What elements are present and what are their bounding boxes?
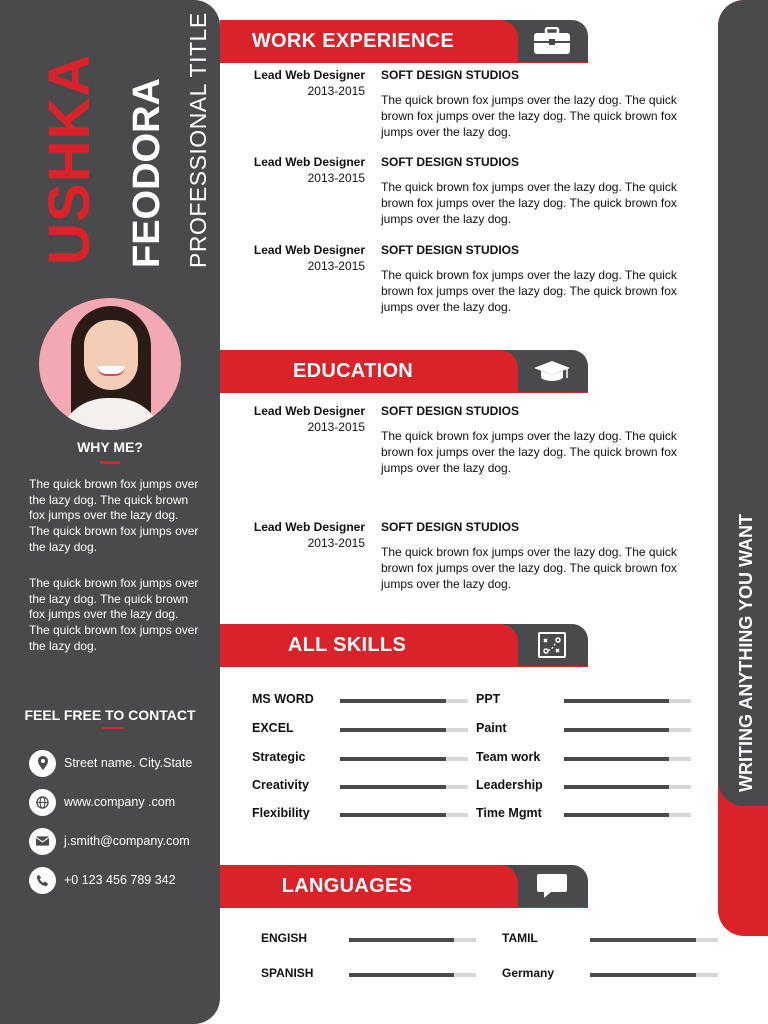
work-entry [220,243,700,323]
envelope-icon [29,828,56,855]
entry-years: 2013-2015 [307,259,365,273]
language-row [261,966,476,982]
education-underline [220,392,588,393]
education-entry [220,520,700,600]
skills-underline [220,666,588,667]
skill-bar [340,699,468,703]
why-me-heading: WHY ME? [77,439,143,455]
skill-bar-fill [564,785,669,789]
entry-company: SOFT DESIGN STUDIOS [381,404,520,418]
entry-years: 2013-2015 [307,420,365,434]
skill-name: Leadership [476,778,543,792]
skill-bar-fill [564,699,669,703]
language-name: SPANISH [261,966,314,980]
email-text[interactable]: j.smith@company.com [64,834,190,848]
entry-years: 2013-2015 [307,171,365,185]
skill-bar [564,728,691,732]
skill-bar-fill [564,728,669,732]
skill-name: Team work [476,750,541,764]
language-bar-fill [349,938,454,942]
language-row [502,966,718,982]
skill-row [252,750,468,766]
languages-underline [220,907,588,908]
skill-name: MS WORD [252,692,314,706]
skill-name: EXCEL [252,721,294,735]
skill-row [476,750,691,766]
graduation-cap-icon [530,355,574,387]
entry-role: Lead Web Designer [253,68,365,82]
speech-bubble-icon [530,870,574,902]
skill-row [476,692,691,708]
entry-description: The quick brown fox jumps over the lazy dog. The quick brown fox jumps over the lazy dog. The quick brown fox jumps over the lazy dog. [381,93,677,139]
skill-bar [340,785,468,789]
skill-bar [564,757,691,761]
professional-title: PROFESSIONAL TITLE [185,12,211,268]
briefcase-icon [530,25,574,57]
entry-company: SOFT DESIGN STUDIOS [381,155,520,169]
skill-row [476,721,691,737]
skill-bar [340,813,468,817]
work-experience-underline [220,62,588,63]
languages-header [220,865,588,907]
education-header [220,350,588,392]
education-title: EDUCATION [292,360,414,382]
skill-name: Time Mgmt [476,806,542,820]
entry-company: SOFT DESIGN STUDIOS [381,243,520,257]
entry-description: The quick brown fox jumps over the lazy dog. The quick brown fox jumps over the lazy dog. The quick brown fox jumps over the lazy dog. [381,429,677,475]
skill-row [476,778,691,794]
language-name: Germany [502,966,555,980]
skills-header [220,624,588,666]
work-experience-title: WORK EXPERIENCE [251,30,455,52]
skill-row [252,806,468,822]
globe-icon [29,789,56,816]
skill-bar [340,757,468,761]
skill-bar-fill [564,757,669,761]
contact-email[interactable] [29,827,214,855]
skill-name: PPT [476,692,501,706]
work-entry [220,68,700,148]
address-text: Street name. City.State [64,756,193,770]
why-me-underline [100,461,120,464]
language-bar [349,938,476,942]
side-banner [718,0,768,936]
contact-website[interactable] [29,788,214,816]
contact-phone [29,866,214,894]
language-bar-fill [349,973,454,977]
side-banner-text: WRITING ANYTHING YOU WANT [736,514,756,792]
skill-bar-fill [564,813,669,817]
language-name: TAMIL [502,931,538,945]
phone-text: +0 123 456 789 342 [64,873,176,887]
entry-years: 2013-2015 [307,536,365,550]
entry-role: Lead Web Designer [253,404,365,418]
language-bar-fill [590,938,696,942]
language-bar [590,973,718,977]
skill-row [476,806,691,822]
skill-row [252,778,468,794]
contact-address [29,749,214,777]
skill-bar [340,728,468,732]
skills-title: ALL SKILLS [287,634,407,656]
entry-company: SOFT DESIGN STUDIOS [381,68,520,82]
website-text[interactable]: www.company .com [64,795,176,809]
entry-years: 2013-2015 [307,84,365,98]
entry-role: Lead Web Designer [253,520,365,534]
work-entry [220,155,700,235]
skill-bar [564,785,691,789]
skill-name: Flexibility [252,806,310,820]
languages-title: LANGUAGES [281,875,413,897]
language-row [261,931,476,947]
profile-photo [39,298,181,430]
skill-name: Creativity [252,778,309,792]
contact-heading: FEEL FREE TO CONTACT [24,707,196,723]
skill-name: Strategic [252,750,306,764]
language-bar [590,938,718,942]
why-me-paragraph-1: The quick brown fox jumps over the lazy dog. The quick brown fox jumps over the lazy dog. The quick brown fox jumps over the lazy dog. [29,477,199,554]
entry-description: The quick brown fox jumps over the lazy dog. The quick brown fox jumps over the lazy dog. The quick brown fox jumps over the lazy dog. [381,545,677,591]
first-name: FEODORA [126,78,168,268]
skill-name: Paint [476,721,507,735]
location-pin-icon [29,750,56,777]
language-row [502,931,718,947]
skill-row [252,692,468,708]
work-experience-header [220,20,588,62]
entry-company: SOFT DESIGN STUDIOS [381,520,520,534]
skill-bar-fill [340,757,446,761]
why-me-paragraph-2: The quick brown fox jumps over the lazy dog. The quick brown fox jumps over the lazy dog. The quick brown fox jumps over the lazy dog. [29,576,199,653]
skill-bar-fill [340,813,446,817]
skill-bar-fill [340,785,446,789]
last-name: USHKA [37,53,102,265]
skill-bar-fill [340,699,446,703]
skill-bar [564,813,691,817]
entry-description: The quick brown fox jumps over the lazy dog. The quick brown fox jumps over the lazy dog. The quick brown fox jumps over the lazy dog. [381,268,677,314]
language-bar-fill [590,973,696,977]
education-entry [220,404,700,484]
skill-bar [564,699,691,703]
skill-row [252,721,468,737]
entry-role: Lead Web Designer [253,243,365,257]
skill-bar-fill [340,728,446,732]
language-name: ENGISH [261,931,308,945]
entry-role: Lead Web Designer [253,155,365,169]
strategy-board-icon [530,629,574,661]
entry-description: The quick brown fox jumps over the lazy dog. The quick brown fox jumps over the lazy dog. The quick brown fox jumps over the lazy dog. [381,180,677,226]
language-bar [349,973,476,977]
contact-underline [102,727,124,729]
phone-icon [29,867,56,894]
